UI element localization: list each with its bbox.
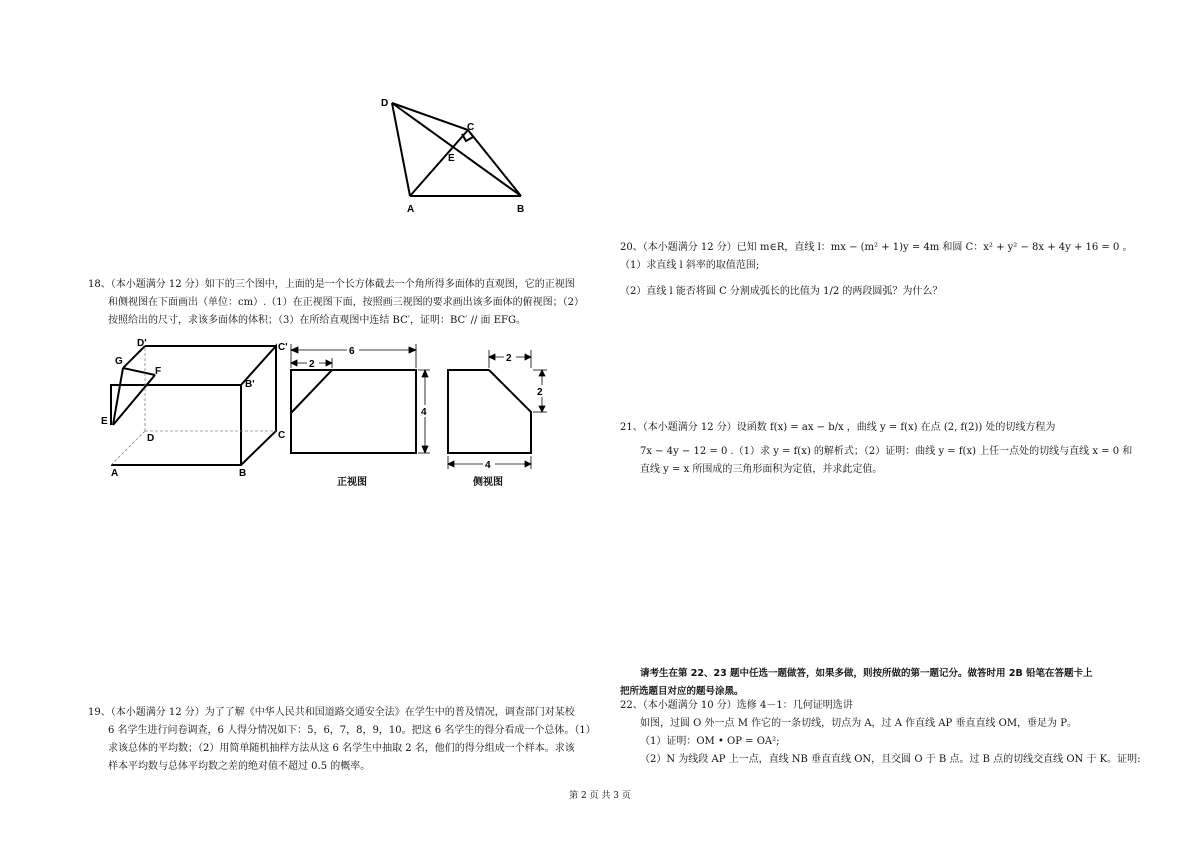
- q21-line-2: 7x − 4y − 12 = 0 .（1）求 y = f(x) 的解析式；（2）证明：曲线 y = f(x) 上任一点处的切线与直线 x = 0 和: [640, 446, 1133, 457]
- label-C: C: [278, 430, 286, 441]
- q20-line-1: 20、（本小题满分 12 分）已知 m∈R，直线 l：mx − (m² + 1)y = 4m 和圆 C：x² + y² − 8x + 4y + 16 = 0 。: [620, 242, 1133, 253]
- q19-line-4: 样本平均数与总体平均数之差的绝对值不超过 0.5 的概率。: [108, 761, 371, 772]
- q22-line-4: （2）N 为线段 AP 上一点，直线 NB 垂直直线 ON，且交圆 O 于 B 点。过 B 点的切线交直线 ON 于 K。证明:: [640, 754, 1141, 765]
- page-footer: 第 2 页 共 3 页: [569, 791, 631, 801]
- dim-bottom-4: 4: [485, 460, 491, 471]
- dim-right-2: 2: [537, 387, 543, 398]
- question-20: [620, 239, 1133, 301]
- q20-line-3: （2）直线 l 能否将圆 C 分割成弧长的比值为 1/2 的两段圆弧？为什么？: [620, 286, 943, 297]
- notice-line-1: 请考生在第 22、23 题中任选一题做答，如果多做，则按所做的第一题记分。做答时用 2B 铅笔在答题卡上: [640, 668, 1093, 679]
- label-C-prime: C': [278, 342, 288, 353]
- dim-top-2: 2: [506, 353, 512, 364]
- dim-width-6: 6: [349, 346, 355, 357]
- figure-front-view: [285, 342, 435, 460]
- label-D-prime: D': [137, 338, 147, 349]
- q20-line-2: （1）求直线 l 斜率的取值范围;: [620, 260, 760, 271]
- q19-line-1: 19、（本小题满分 12 分）为了了解《中华人民共和国道路交通安全法》在学生中的普及情况，调查部门对某校: [88, 707, 575, 718]
- label-C: C: [467, 122, 475, 133]
- label-B-prime: B': [245, 379, 255, 390]
- selection-notice: [620, 665, 1093, 701]
- question-18: [88, 276, 584, 330]
- dim-height-4: 4: [421, 407, 427, 418]
- label-F: F: [155, 366, 162, 377]
- q18-line-3: 按照给出的尺寸，求该多面体的体积；（3）在所给直观图中连结 BC′，证明：BC′ // 面 EFG。: [108, 315, 526, 326]
- question-21: [620, 419, 1132, 479]
- figure-side-view: [442, 342, 552, 472]
- notice-line-2: 把所选题目对应的题号涂黑。: [620, 686, 744, 697]
- side-view-caption: 侧视图: [473, 477, 503, 488]
- q21-line-3: 直线 y = x 所围成的三角形面积为定值，并求此定值。: [640, 464, 883, 475]
- label-B: B: [517, 204, 525, 215]
- figure-quadrilateral: [375, 92, 545, 222]
- label-D: D: [381, 98, 389, 109]
- label-A: A: [407, 204, 415, 215]
- front-view-caption: 正视图: [337, 477, 367, 488]
- q22-line-1: 22、（本小题满分 10 分）选修 4－1：几何证明选讲: [620, 700, 853, 711]
- q22-line-2: 如图，过圆 O 外一点 M 作它的一条切线，切点为 A，过 A 作直线 AP 垂直直线 OM，垂足为 P。: [640, 718, 1077, 729]
- label-E: E: [448, 153, 455, 164]
- label-B: B: [239, 468, 247, 479]
- q19-line-2: 6 名学生进行问卷调查，6 人得分情况如下：5，6，7，8，9，10。把这 6 名学生的得分看成一个总体。（1）: [108, 725, 596, 736]
- dim-cut-2: 2: [309, 359, 315, 370]
- question-19: [88, 704, 596, 776]
- question-22: [620, 697, 1140, 769]
- q22-line-3: （1）证明：OM • OP = OA²;: [640, 736, 780, 747]
- figure-polyhedron: [95, 330, 295, 480]
- label-E: E: [101, 416, 108, 427]
- label-A: A: [111, 468, 119, 479]
- q21-line-1: 21、（本小题满分 12 分）设函数 f(x) = ax − b/x ，曲线 y = f(x) 在点 (2, f(2)) 处的切线方程为: [620, 422, 1056, 433]
- label-D: D: [147, 433, 155, 444]
- label-G: G: [115, 356, 123, 367]
- q18-line-2: 和侧视图在下面画出（单位：cm）.（1）在正视图下面，按照画三视图的要求画出该多面体的俯视图；（2）: [108, 297, 584, 308]
- q19-line-3: 求该总体的平均数；（2）用简单随机抽样方法从这 6 名学生中抽取 2 名，他们的得分组成一个样本。求该: [108, 743, 575, 754]
- q18-line-1: 18、（本小题满分 12 分）如下的三个图中，上面的是一个长方体截去一个角所得多面体的直观图，它的正视图: [88, 279, 575, 290]
